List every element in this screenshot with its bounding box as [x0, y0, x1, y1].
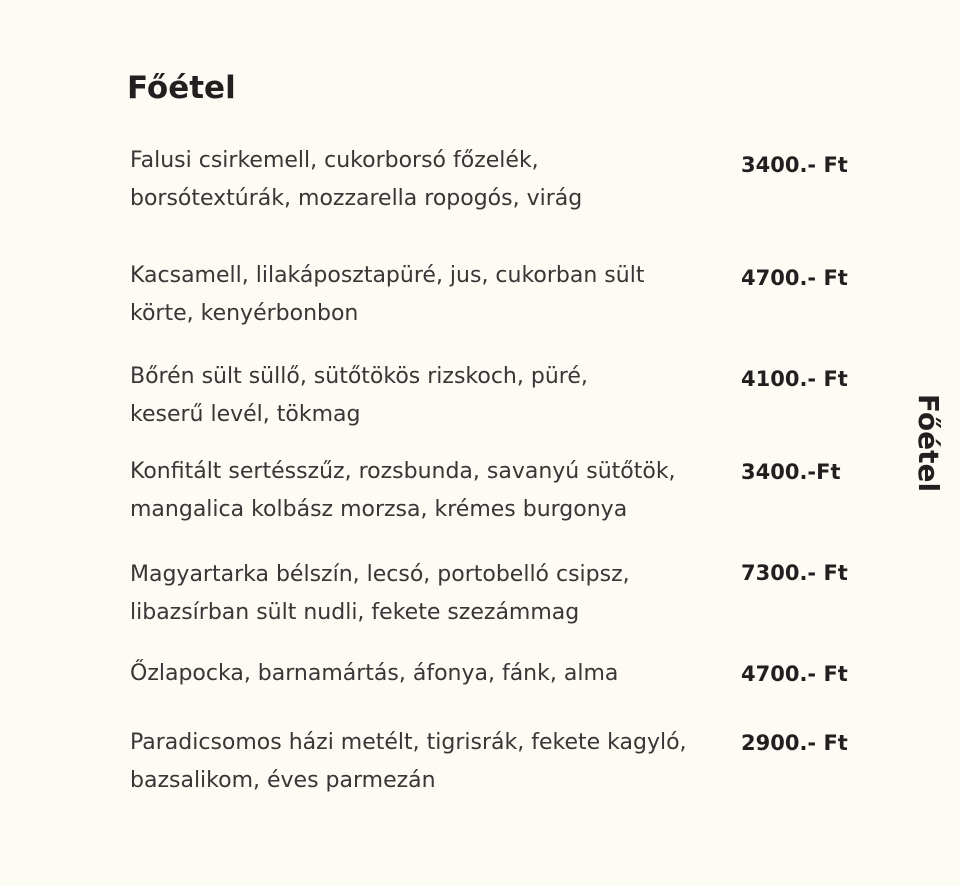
price: 4100.- Ft	[741, 367, 848, 391]
dish-line: keserű levél, tökmag	[130, 402, 361, 427]
dish-line: körte, kenyérbonbon	[130, 301, 359, 326]
dish-description	[130, 142, 730, 218]
dish-description	[130, 358, 730, 434]
dish-line: Falusi csirkemell, cukorborsó főzelék,	[130, 148, 539, 173]
dish-line: Magyartarka bélszín, lecsó, portobelló csipsz,	[130, 562, 630, 587]
price: 3400.-Ft	[741, 460, 841, 484]
side-section-label: Főétel	[912, 393, 945, 493]
dish-line: Bőrén sült süllő, sütőtökös rizskoch, püré,	[130, 364, 588, 389]
price: 4700.- Ft	[741, 662, 848, 686]
page-title: Főétel	[127, 70, 236, 106]
dish-description	[130, 724, 730, 800]
price: 4700.- Ft	[741, 266, 848, 290]
dish-description	[130, 453, 730, 529]
dish-line: bazsalikom, éves parmezán	[130, 768, 436, 793]
price: 2900.- Ft	[741, 731, 848, 755]
dish-line: mangalica kolbász morzsa, krémes burgonya	[130, 497, 628, 522]
dish-description	[130, 257, 730, 333]
dish-line: Kacsamell, lilakáposztapüré, jus, cukorban sült	[130, 263, 645, 288]
dish-line: borsótextúrák, mozzarella ropogós, virág	[130, 186, 583, 211]
dish-line: Paradicsomos házi metélt, tigrisrák, fekete kagyló,	[130, 730, 687, 755]
dish-line: Konfitált sertésszűz, rozsbunda, savanyú sütőtök,	[130, 459, 676, 484]
dish-description	[130, 655, 730, 693]
price: 3400.- Ft	[741, 153, 848, 177]
price: 7300.- Ft	[741, 561, 848, 585]
dish-line: Őzlapocka, barnamártás, áfonya, fánk, alma	[130, 661, 619, 686]
dish-description	[130, 556, 730, 632]
dish-line: libazsírban sült nudli, fekete szezámmag	[130, 600, 580, 625]
